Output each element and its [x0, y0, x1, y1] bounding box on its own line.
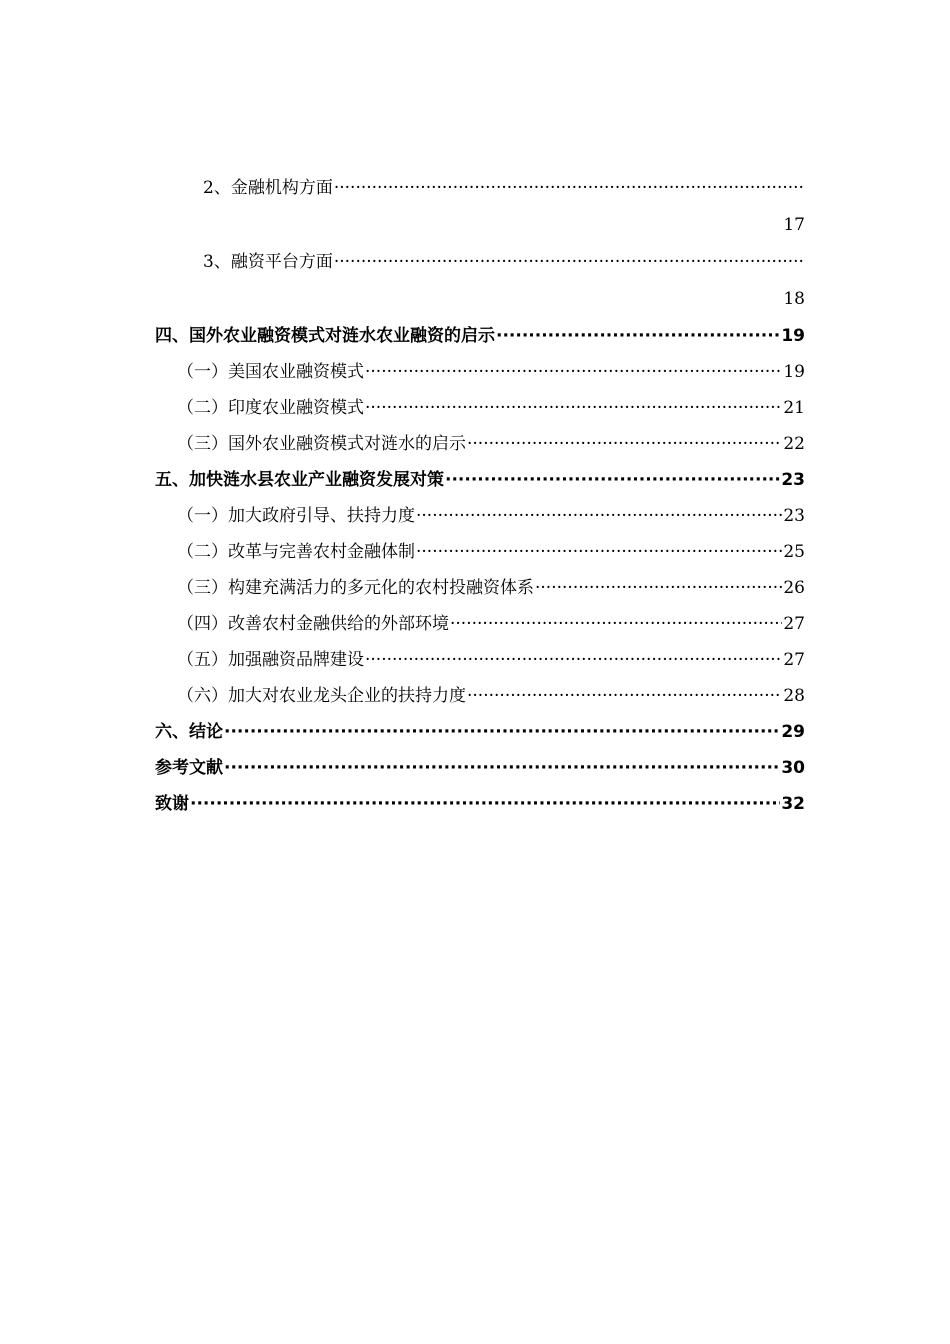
toc-entry-2-financial-institutions[interactable] [155, 170, 805, 206]
toc-entry-page: 32 [781, 794, 805, 814]
toc-leader-dots [445, 462, 780, 498]
toc-leader-dots [224, 750, 780, 786]
toc-entry-4-3[interactable] [155, 426, 805, 462]
toc-entry-page: 19 [783, 362, 805, 382]
toc-section-5[interactable] [155, 462, 805, 498]
toc-entry-3-financing-platform[interactable] [155, 244, 805, 280]
toc-entry-title: 2、金融机构方面 [203, 178, 333, 198]
toc-entry-5-6[interactable] [155, 678, 805, 714]
toc-entry-title: 五、加快涟水县农业产业融资发展对策 [155, 470, 444, 490]
toc-entry-title: （一）加大政府引导、扶持力度 [177, 506, 415, 526]
toc-entry-page: 23 [781, 470, 805, 490]
toc-leader-dots [450, 606, 782, 642]
toc-entry-page: 27 [783, 650, 805, 670]
toc-entry-page: 18 [783, 289, 805, 309]
toc-entry-5-3[interactable] [155, 570, 805, 606]
toc-entry-5-5[interactable] [155, 642, 805, 678]
toc-acknowledgements[interactable] [155, 786, 805, 822]
toc-entry-page: 28 [783, 686, 805, 706]
toc-section-4[interactable] [155, 318, 805, 354]
toc-entry-title: （四）改善农村金融供给的外部环境 [177, 614, 449, 634]
toc-leader-dots [190, 786, 780, 822]
toc-entry-5-1[interactable] [155, 498, 805, 534]
toc-leader-dots [467, 426, 782, 462]
toc-leader-dots [467, 678, 782, 714]
toc-entry-page: 21 [783, 398, 805, 418]
toc-leader-dots [496, 318, 780, 354]
toc-leader-dots [334, 170, 804, 206]
toc-entry-page: 30 [781, 758, 805, 778]
toc-entry-title: （六）加大对农业龙头企业的扶持力度 [177, 686, 466, 706]
toc-entry-5-2[interactable] [155, 534, 805, 570]
toc-entry-title: （三）构建充满活力的多元化的农村投融资体系 [177, 578, 534, 598]
toc-leader-dots [416, 498, 782, 534]
toc-references[interactable] [155, 750, 805, 786]
toc-section-6[interactable] [155, 714, 805, 750]
toc-entry-page: 27 [783, 614, 805, 634]
toc-entry-title: （五）加强融资品牌建设 [177, 650, 364, 670]
toc-entry-page: 22 [783, 434, 805, 454]
toc-entry-title: 致谢 [155, 794, 189, 814]
toc-entry-title: （一）美国农业融资模式 [177, 362, 364, 382]
toc-leader-dots [334, 244, 804, 280]
toc-entry-title: （三）国外农业融资模式对涟水的启示 [177, 434, 466, 454]
toc-entry-title: 3、融资平台方面 [203, 252, 333, 272]
toc-entry-page: 26 [783, 578, 805, 598]
table-of-contents [155, 170, 805, 822]
toc-entry-title: （二）改革与完善农村金融体制 [177, 542, 415, 562]
toc-entry-4-2[interactable] [155, 390, 805, 426]
toc-entry-page: 23 [783, 506, 805, 526]
toc-leader-dots [416, 534, 782, 570]
toc-entry-page: 17 [783, 215, 805, 235]
toc-entry-5-4[interactable] [155, 606, 805, 642]
toc-entry-title: 四、国外农业融资模式对涟水农业融资的启示 [155, 326, 495, 346]
toc-leader-dots [365, 390, 782, 426]
toc-entry-page: 29 [781, 722, 805, 742]
toc-entry-page: 19 [781, 326, 805, 346]
toc-leader-dots [224, 714, 780, 750]
toc-leader-dots [365, 642, 782, 678]
toc-entry-4-1[interactable] [155, 354, 805, 390]
toc-entry-page: 25 [783, 542, 805, 562]
toc-entry-title: 参考文献 [155, 758, 223, 778]
toc-leader-dots [535, 570, 782, 606]
toc-entry-title: 六、结论 [155, 722, 223, 742]
toc-entry-title: （二）印度农业融资模式 [177, 398, 364, 418]
toc-leader-dots [365, 354, 782, 390]
